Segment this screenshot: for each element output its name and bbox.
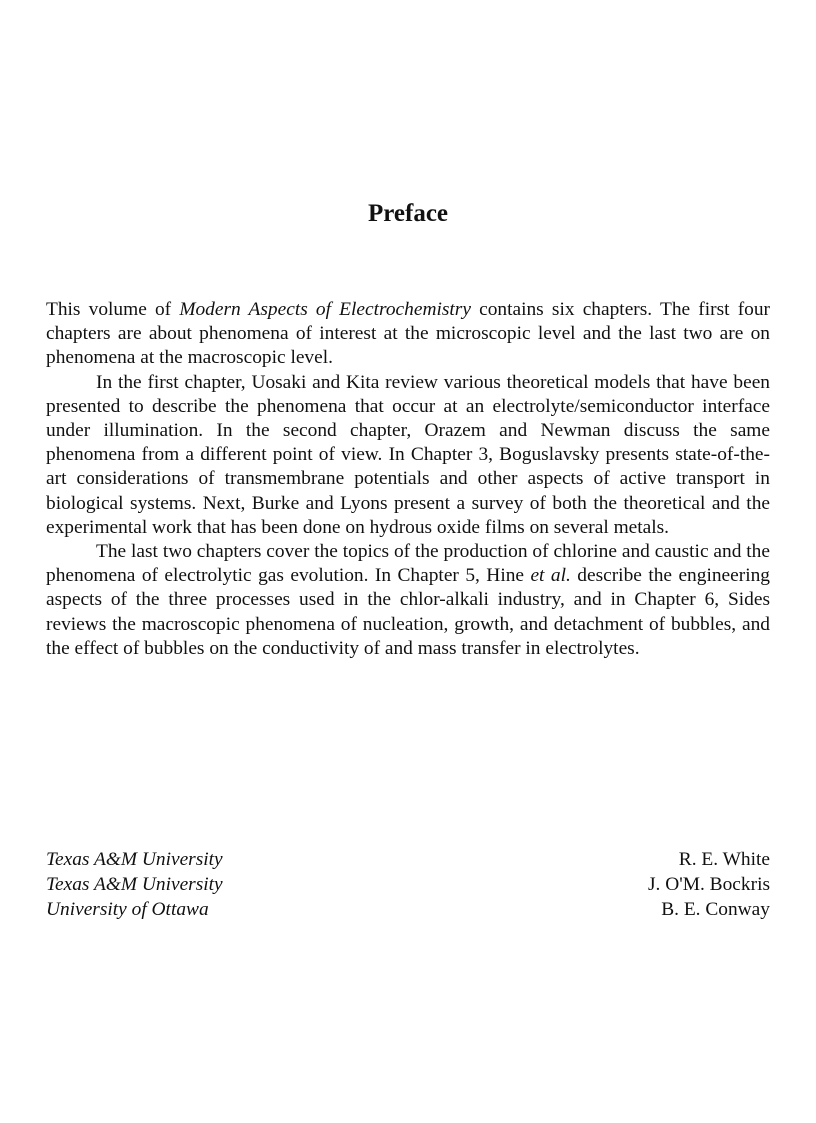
- et-al-italic: et al.: [530, 565, 571, 587]
- paragraph-1-text-b: contains six chapters. The first four chapters are about phenomena of interest at the microscopic level and the last two are on phenomena at the macroscopic level.: [46, 299, 771, 369]
- signature-name: R. E. White: [678, 849, 770, 870]
- paragraph-3: [46, 540, 770, 661]
- signature-row: [46, 873, 770, 898]
- paragraph-3-text-b: describe the engineering aspects of the three processes used in the chlor-alkali industry, and in Chapter 6, Sides reviews the macroscopic phenomena of nucleation, growth, and detachment of bubbles, and the effect of bubbles on the conductivity of and mass transfer in electrolytes.: [46, 565, 770, 659]
- paragraph-1-text-a: This volume of: [46, 299, 180, 320]
- signature-row: [46, 848, 770, 873]
- paragraph-2: In the first chapter, Uosaki and Kita review various theoretical models that have been presented to describe the phenomena that occur at an electrolyte/semiconductor interface under illumination. In the second chapter, Orazem and Newman discuss the same phenomena from a different point of view. In Chapter 3, Boguslavsky presents state-of-the-art considerations of transmembrane potentials and other aspects of active transport in biological systems. Next, Burke and Lyons present a survey of both the theoretical and the experimental work that has been done on hydrous oxide films on several metals.: [46, 371, 770, 538]
- signature-affiliation: Texas A&M University: [46, 873, 223, 895]
- signature-row: [46, 898, 770, 923]
- signature-block: [46, 848, 770, 922]
- signature-name: B. E. Conway: [661, 898, 770, 920]
- paragraph-1: [46, 298, 770, 371]
- signature-name: J. O'M. Bockris: [648, 873, 770, 895]
- page-title: Preface: [367, 200, 449, 227]
- book-title-italic: Modern Aspects of Electrochemistry: [179, 299, 471, 320]
- paragraph-3-text-a: The last two chapters cover the topics of the production of chlorine and caustic and the phenomena of electrolytic gas evolution. In Chapter 5, Hine: [46, 541, 770, 587]
- signature-affiliation: Texas A&M University: [46, 849, 223, 870]
- signature-affiliation: University of Ottawa: [46, 898, 209, 920]
- preface-body: [46, 298, 770, 661]
